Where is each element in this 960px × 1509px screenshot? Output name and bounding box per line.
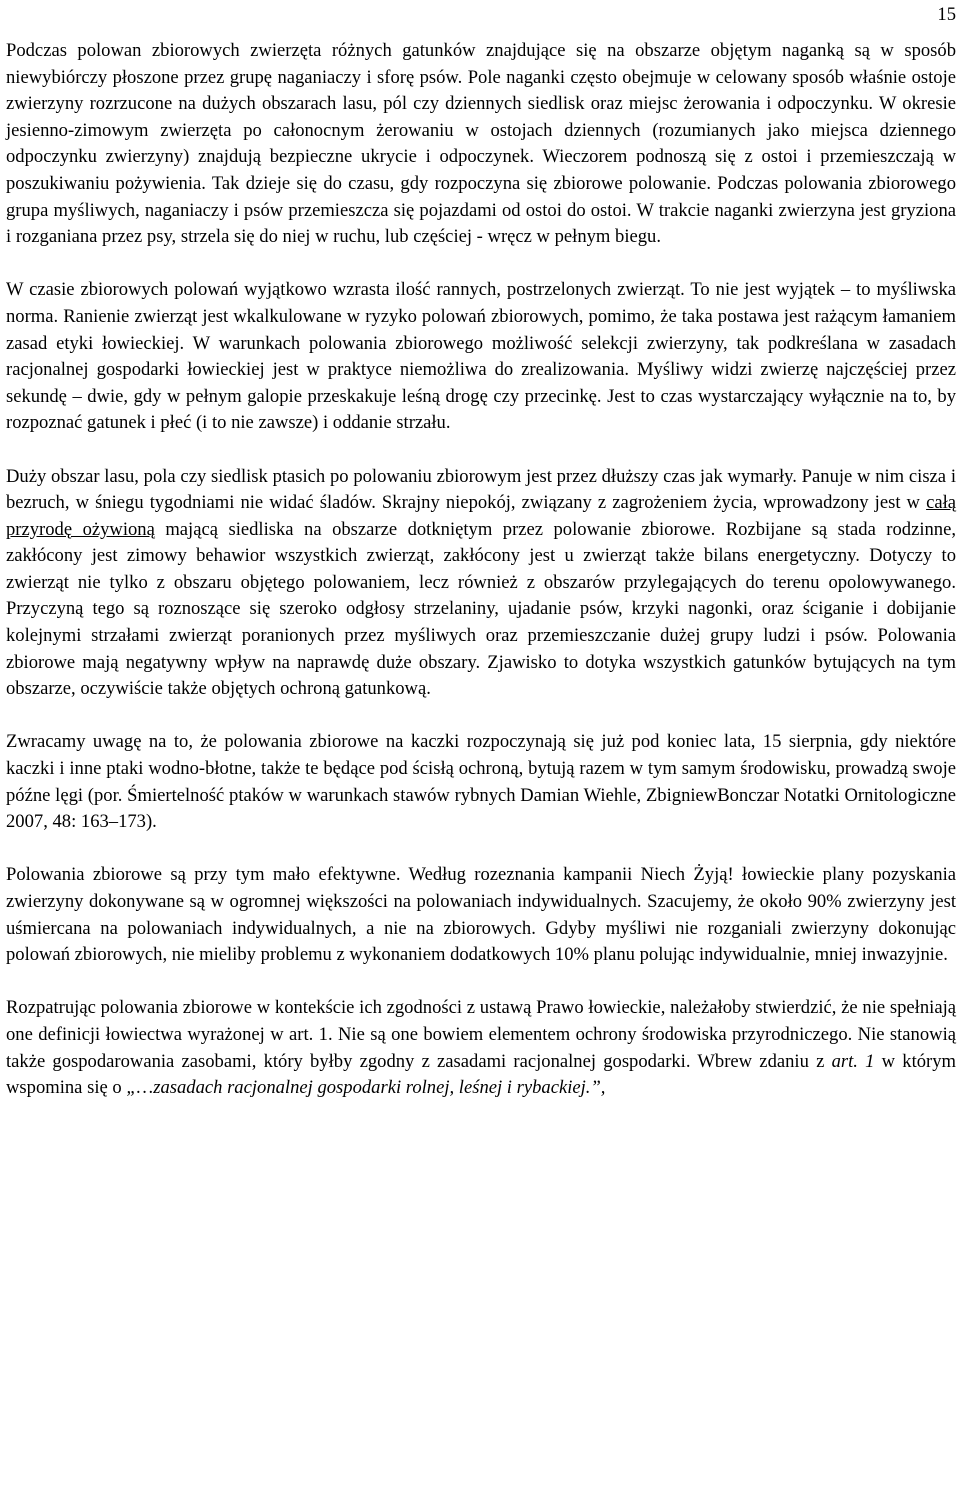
paragraph-legal-compliance xyxy=(6,995,956,1101)
italic-quote: „…zasadach racjonalnej gospodarki rolnej, leśnej i rybackiej.”, xyxy=(126,1077,606,1099)
italic-phrase: art. 1 xyxy=(831,1050,875,1072)
paragraph-text: W czasie zbiorowych polowań wyjątkowo wzrasta ilość rannych, postrzelonych zwierząt. To nie jest wyjątek – to myśliwska norma. Ranienie zwierząt jest wkalkulowane w ryzyko polowań zbiorowych, pomimo, że taka postawa jest rażącym łamaniem zasad etyki łowieckiej. W warunkach polowania zbiorowego możliwość selekcji zwierzyny, tak podkreślana w zasadach racjonalnej gospodarki łowieckiej jest w praktyce niemożliwa do zrealizowania. Myśliwy widzi zwierzę najczęściej przez sekundę – dwie, gdy w pełnym galopie przeskakuje leśną drogę czy przecinkę. Jest to czas wystarczający wyłącznie na to, by rozpoznać gatunek i płeć (i to nie zawsze) i oddanie strzału. xyxy=(6,279,956,434)
paragraph-duck-hunting xyxy=(6,729,956,835)
paragraph-effectiveness xyxy=(6,862,956,968)
paragraph-text: Rozpatrując polowania zbiorowe w kontekście ich zgodności z ustawą Prawo łowieckie, należałoby stwierdzić, że nie spełniają one definicji łowiectwa wyrażonej w art. 1. Nie są one bowiem elementem ochrony środowiska przyrodniczego. Nie stanowią także gospodarowania zasobami, który byłby zgodny z zasadami racjonalnej gospodarki. Wbrew zdaniu z xyxy=(6,997,956,1072)
paragraph-text: w którym wspomina się o xyxy=(6,1050,956,1099)
paragraph-text: Zwracamy uwagę na to, że polowania zbiorowe na kaczki rozpoczynają się już pod koniec lata, 15 sierpnia, gdy niektóre kaczki i inne ptaki wodno-błotne, także te będące pod ścisłą ochroną, bytują razem w tym samym środowisku, prowadzą swoje późne lęgi (por. Śmiertelność ptaków w warunkach stawów rybnych Damian Wiehle, ZbigniewBonczar Notatki Ornitologiczne 2007, 48: 163–173). xyxy=(6,731,956,833)
paragraph-text: mającą siedliska na obszarze dotkniętym przez polowanie zbiorowe. Rozbijane są stada rodzinne, zakłócony jest zimowy behawior wszystkich zwierząt, zakłócony jest u zwierząt także bilans energetyczny. Dotyczy to zwierząt nie tylko z obszaru objętego polowaniem, lecz również z obszarów przylegających do terenu opolowywanego. Przyczyną tego są roznoszące się szeroko odgłosy strzelaniny, ujadanie psów, krzyki nagonki, oraz ściganie i dobijanie kolejnymi strzałami zwierząt poranionych przez myśliwych oraz przemieszczanie dużej grupy ludzi i psów. Polowania zbiorowe mają negatywny wpływ na naprawdę duże obszary. Zjawisko to dotyka wszystkich gatunków bytujących na tym obszarze, oczywiście także objętych ochroną gatunkową. xyxy=(6,518,957,700)
page-number: 15 xyxy=(937,4,956,25)
paragraph-ecosystem-disturbance xyxy=(6,464,956,703)
paragraph-wounded-animals xyxy=(6,277,956,437)
paragraph-text: Podczas polowan zbiorowych zwierzęta różnych gatunków znajdujące się na obszarze objętym naganką są w sposób niewybiórczy płoszone przez grupę naganiaczy i sforę psów. Pole naganki często obejmuje w celowany sposób właśnie ostoje zwierzyny rozrzucone na dużych obszarach lasu, pól czy dziennych siedlisk oraz miejsc żerowania i odpoczynku. W okresie jesienno-zimowym zwierzęta po całonocnym żerowaniu w ostojach dziennych (rozumianych jako miejsca dziennego odpoczynku zwierzyny) znajdują bezpieczne ukrycie i odpoczynek. Wieczorem podnoszą się z ostoi i przemieszczają w poszukiwaniu pożywienia. Tak dzieje się do czasu, gdy rozpoczyna się zbiorowe polowanie. Podczas polowania zbiorowego grupa myśliwych, naganiaczy i psów przemieszcza się pojazdami od ostoi do ostoi. W trakcie naganki zwierzyna jest gryziona i rozganiana przez psy, strzela się do niej w ruchu, lub częściej - wręcz w pełnym biegu. xyxy=(6,40,956,248)
paragraph-text: Duży obszar lasu, pola czy siedlisk ptasich po polowaniu zbiorowym jest przez dłuższy czas jak wymarły. Panuje w nim cisza i bezruch, w śniegu tygodniami nie widać śladów. Skrajny niepokój, związany z zagrożeniem życia, wprowadzony jest w xyxy=(6,465,956,514)
paragraph-driven-hunts-description xyxy=(6,38,956,251)
paragraph-text: Polowania zbiorowe są przy tym mało efektywne. Według rozeznania kampanii Niech Żyją! łowieckie plany pozyskania zwierzyny dokonywane są w ogromnej większości na polowaniach indywidualnych. Szacujemy, że około 90% zwierzyny jest uśmiercana na polowaniach indywidualnych, a nie na zbiorowych. Gdyby myśliwi nie rozganiali zwierzyny dokonując polowań zbiorowych, nie mieliby problemu z wykonaniem dodatkowych 10% planu polując indywidualnie, mniej inwazyjnie. xyxy=(6,864,956,966)
underlined-phrase: całą przyrodę ożywioną xyxy=(6,492,956,540)
